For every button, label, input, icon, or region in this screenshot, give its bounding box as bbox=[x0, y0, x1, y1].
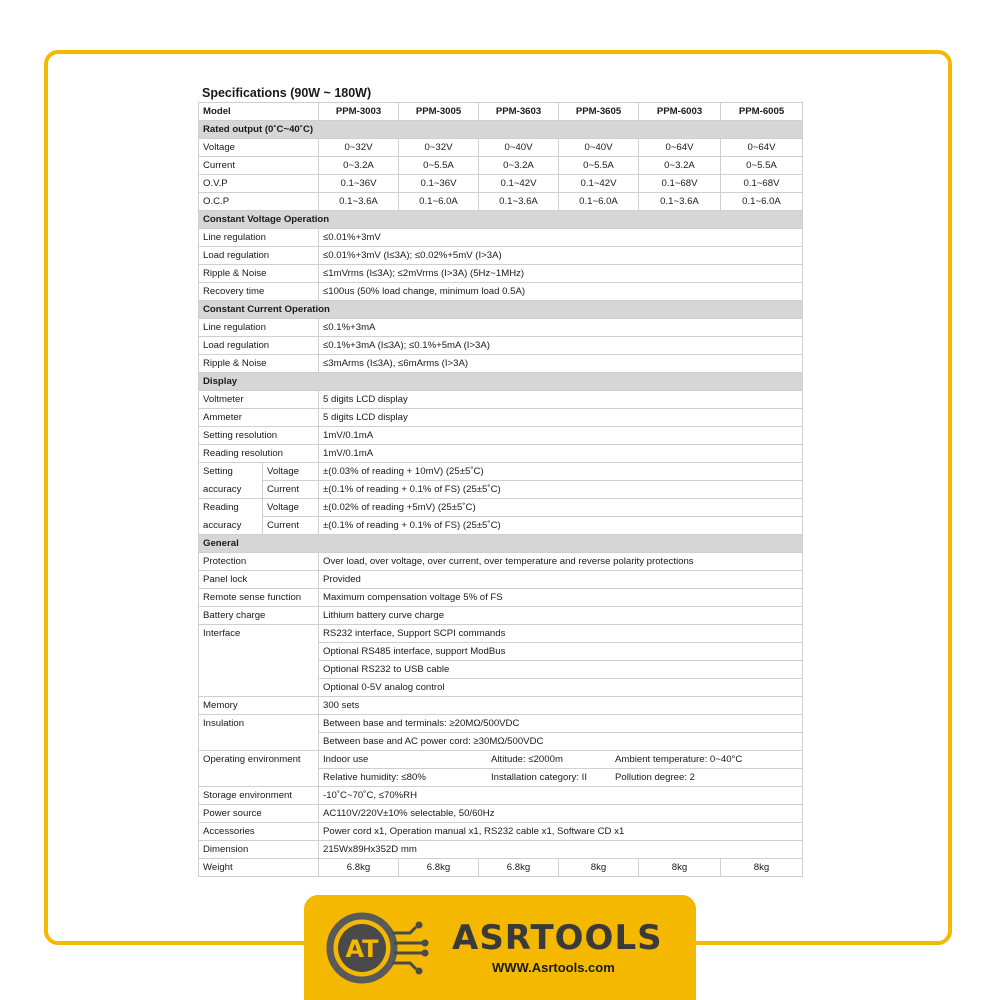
row-label: Ammeter bbox=[199, 409, 319, 427]
env-value: Altitude: ≤2000m bbox=[491, 754, 563, 765]
row-value: ≤3mArms (I≤3A), ≤6mArms (I>3A) bbox=[319, 355, 803, 373]
row-label-empty bbox=[199, 679, 319, 697]
row-value: 0.1~3.6A bbox=[319, 193, 399, 211]
row-value: 0~5.5A bbox=[721, 157, 803, 175]
row-label: Panel lock bbox=[199, 571, 319, 589]
row-label: Operating environment bbox=[203, 754, 301, 766]
row-label: Reading bbox=[203, 502, 239, 514]
spec-row bbox=[199, 319, 803, 337]
spec-row bbox=[199, 643, 803, 661]
spec-row bbox=[199, 733, 803, 751]
row-label: Line regulation bbox=[199, 319, 319, 337]
row-value: 215Wx89Hx352D mm bbox=[319, 841, 803, 859]
model-row bbox=[199, 103, 803, 121]
row-label: Weight bbox=[199, 859, 319, 877]
spec-row bbox=[199, 823, 803, 841]
row-value: Over load, over voltage, over current, over temperature and reverse polarity protections bbox=[319, 553, 803, 571]
spec-row bbox=[199, 391, 803, 409]
row-label: O.C.P bbox=[199, 193, 319, 211]
row-label: Ripple & Noise bbox=[199, 355, 319, 373]
row-value: -10˚C~70˚C, ≤70%RH bbox=[319, 787, 803, 805]
row-value: 0.1~3.6A bbox=[479, 193, 559, 211]
spec-row bbox=[199, 157, 803, 175]
row-value: ≤0.1%+3mA (I≤3A); ≤0.1%+5mA (I>3A) bbox=[319, 337, 803, 355]
spec-row bbox=[199, 139, 803, 157]
row-value: Provided bbox=[319, 571, 803, 589]
spec-row bbox=[199, 589, 803, 607]
row-value: Optional RS485 interface, support ModBus bbox=[319, 643, 803, 661]
row-value: 1mV/0.1mA bbox=[319, 445, 803, 463]
env-value: Ambient temperature: 0~40°C bbox=[615, 754, 743, 765]
row-value: 0~5.5A bbox=[559, 157, 639, 175]
spec-row bbox=[199, 409, 803, 427]
row-value: 0~40V bbox=[559, 139, 639, 157]
spec-row bbox=[199, 337, 803, 355]
row-value: 0.1~6.0A bbox=[721, 193, 803, 211]
brand-name: ASRTOOLS bbox=[452, 918, 663, 958]
section-cv bbox=[199, 211, 803, 229]
spec-row bbox=[199, 859, 803, 877]
row-label: Remote sense function bbox=[199, 589, 319, 607]
row-value: 0~40V bbox=[479, 139, 559, 157]
row-label: Voltmeter bbox=[199, 391, 319, 409]
row-value: 0.1~42V bbox=[559, 175, 639, 193]
model-name: PPM-3603 bbox=[479, 103, 559, 121]
row-value: 0~3.2A bbox=[319, 157, 399, 175]
spec-row bbox=[199, 769, 803, 787]
model-label: Model bbox=[199, 103, 319, 121]
row-value: Lithium battery curve charge bbox=[319, 607, 803, 625]
section-heading: Rated output (0˚C~40˚C) bbox=[199, 121, 803, 139]
row-label: Interface bbox=[203, 628, 241, 640]
row-value: 6.8kg bbox=[319, 859, 399, 877]
spec-row bbox=[199, 481, 803, 499]
row-label-empty bbox=[199, 643, 319, 661]
row-label: Memory bbox=[199, 697, 319, 715]
row-value: 8kg bbox=[639, 859, 721, 877]
row-value: ±(0.1% of reading + 0.1% of FS) (25±5˚C) bbox=[319, 517, 803, 535]
row-value bbox=[319, 769, 803, 787]
section-display bbox=[199, 373, 803, 391]
spec-row bbox=[199, 715, 803, 733]
spec-title: Specifications (90W ~ 180W) bbox=[202, 86, 372, 100]
model-name: PPM-3003 bbox=[319, 103, 399, 121]
spec-row bbox=[199, 607, 803, 625]
row-label: Storage environment bbox=[199, 787, 319, 805]
row-value: 0~32V bbox=[399, 139, 479, 157]
spec-row bbox=[199, 787, 803, 805]
row-label: Battery charge bbox=[199, 607, 319, 625]
row-value: 0.1~68V bbox=[639, 175, 721, 193]
row-value: 8kg bbox=[721, 859, 803, 877]
row-label-empty bbox=[199, 733, 319, 751]
spec-row bbox=[199, 445, 803, 463]
row-value bbox=[319, 751, 803, 769]
row-value: 8kg bbox=[559, 859, 639, 877]
env-value: Indoor use bbox=[323, 754, 369, 765]
spec-row bbox=[199, 661, 803, 679]
row-value: 0.1~68V bbox=[721, 175, 803, 193]
spec-row bbox=[199, 247, 803, 265]
env-value: Pollution degree: 2 bbox=[615, 772, 696, 783]
row-value: Between base and AC power cord: ≥30MΩ/500VDC bbox=[319, 733, 803, 751]
row-value: 0~64V bbox=[721, 139, 803, 157]
section-heading: Display bbox=[199, 373, 803, 391]
spec-row bbox=[199, 697, 803, 715]
spec-row bbox=[199, 517, 803, 535]
row-value: ≤0.01%+3mV (I≤3A); ≤0.02%+5mV (I>3A) bbox=[319, 247, 803, 265]
row-label: Setting bbox=[203, 466, 233, 478]
row-label: Recovery time bbox=[199, 283, 319, 301]
row-value: 0.1~3.6A bbox=[639, 193, 721, 211]
section-heading: General bbox=[199, 535, 803, 553]
row-label: O.V.P bbox=[199, 175, 319, 193]
spec-row bbox=[199, 499, 803, 517]
row-value: ≤0.01%+3mV bbox=[319, 229, 803, 247]
row-value: 6.8kg bbox=[479, 859, 559, 877]
row-value: AC110V/220V±10% selectable, 50/60Hz bbox=[319, 805, 803, 823]
row-value: ±(0.03% of reading + 10mV) (25±5˚C) bbox=[319, 463, 803, 481]
row-value: ≤100us (50% load change, minimum load 0.5A) bbox=[319, 283, 803, 301]
section-rated-output bbox=[199, 121, 803, 139]
section-cc bbox=[199, 301, 803, 319]
row-value: 5 digits LCD display bbox=[319, 391, 803, 409]
section-heading: Constant Voltage Operation bbox=[199, 211, 803, 229]
logo-monogram: AT bbox=[345, 935, 379, 963]
row-value: ≤1mVrms (I≤3A); ≤2mVrms (I>3A) (5Hz~1MHz) bbox=[319, 265, 803, 283]
row-value: Maximum compensation voltage 5% of FS bbox=[319, 589, 803, 607]
env-value: Installation category: II bbox=[491, 772, 587, 783]
row-label: Load regulation bbox=[199, 247, 319, 265]
row-label: accuracy bbox=[199, 517, 263, 535]
row-label-empty bbox=[199, 769, 319, 787]
spec-row bbox=[199, 283, 803, 301]
section-general bbox=[199, 535, 803, 553]
row-value: RS232 interface, Support SCPI commands bbox=[319, 625, 803, 643]
row-label: Power source bbox=[199, 805, 319, 823]
asrtools-logo-icon bbox=[322, 905, 448, 991]
model-name: PPM-6005 bbox=[721, 103, 803, 121]
spec-row bbox=[199, 463, 803, 481]
row-value: 0.1~36V bbox=[319, 175, 399, 193]
spec-row bbox=[199, 751, 803, 769]
row-label: Protection bbox=[199, 553, 319, 571]
row-label: Line regulation bbox=[199, 229, 319, 247]
row-value: 1mV/0.1mA bbox=[319, 427, 803, 445]
row-label: Reading resolution bbox=[199, 445, 319, 463]
row-label: Setting resolution bbox=[199, 427, 319, 445]
row-value: 0~32V bbox=[319, 139, 399, 157]
row-value: 6.8kg bbox=[399, 859, 479, 877]
spec-row bbox=[199, 679, 803, 697]
spec-row bbox=[199, 841, 803, 859]
row-value: ≤0.1%+3mA bbox=[319, 319, 803, 337]
spec-row bbox=[199, 175, 803, 193]
row-value: 0~5.5A bbox=[399, 157, 479, 175]
section-heading: Constant Current Operation bbox=[199, 301, 803, 319]
row-value: 300 sets bbox=[319, 697, 803, 715]
row-label: Voltage bbox=[199, 139, 319, 157]
spec-row bbox=[199, 355, 803, 373]
row-sublabel: Voltage bbox=[263, 499, 319, 517]
spec-table bbox=[198, 102, 803, 877]
row-value: 0.1~36V bbox=[399, 175, 479, 193]
env-value: Relative humidity: ≤80% bbox=[323, 772, 426, 783]
spec-row bbox=[199, 229, 803, 247]
model-name: PPM-3605 bbox=[559, 103, 639, 121]
row-sublabel: Voltage bbox=[263, 463, 319, 481]
row-value: 0.1~6.0A bbox=[399, 193, 479, 211]
row-label: Insulation bbox=[203, 718, 245, 730]
row-value: Optional 0-5V analog control bbox=[319, 679, 803, 697]
model-name: PPM-6003 bbox=[639, 103, 721, 121]
row-label-empty bbox=[199, 661, 319, 679]
spec-row bbox=[199, 193, 803, 211]
row-value: 5 digits LCD display bbox=[319, 409, 803, 427]
spec-row bbox=[199, 625, 803, 643]
spec-row bbox=[199, 265, 803, 283]
row-label: Accessories bbox=[199, 823, 319, 841]
row-label: Ripple & Noise bbox=[199, 265, 319, 283]
row-value: 0~3.2A bbox=[479, 157, 559, 175]
row-value: 0.1~42V bbox=[479, 175, 559, 193]
row-sublabel: Current bbox=[263, 517, 319, 535]
brand-url[interactable]: WWW.Asrtools.com bbox=[492, 960, 615, 975]
row-label: Load regulation bbox=[199, 337, 319, 355]
row-value: Between base and terminals: ≥20MΩ/500VDC bbox=[319, 715, 803, 733]
spec-row bbox=[199, 571, 803, 589]
model-name: PPM-3005 bbox=[399, 103, 479, 121]
row-label: Dimension bbox=[199, 841, 319, 859]
row-value: Optional RS232 to USB cable bbox=[319, 661, 803, 679]
row-value: ±(0.1% of reading + 0.1% of FS) (25±5˚C) bbox=[319, 481, 803, 499]
row-value: 0.1~6.0A bbox=[559, 193, 639, 211]
row-label: accuracy bbox=[199, 481, 263, 499]
row-value: ±(0.02% of reading +5mV) (25±5˚C) bbox=[319, 499, 803, 517]
row-value: 0~3.2A bbox=[639, 157, 721, 175]
spec-row bbox=[199, 805, 803, 823]
row-label: Current bbox=[199, 157, 319, 175]
row-value: 0~64V bbox=[639, 139, 721, 157]
row-sublabel: Current bbox=[263, 481, 319, 499]
spec-row bbox=[199, 427, 803, 445]
row-value: Power cord x1, Operation manual x1, RS232 cable x1, Software CD x1 bbox=[319, 823, 803, 841]
spec-row bbox=[199, 553, 803, 571]
